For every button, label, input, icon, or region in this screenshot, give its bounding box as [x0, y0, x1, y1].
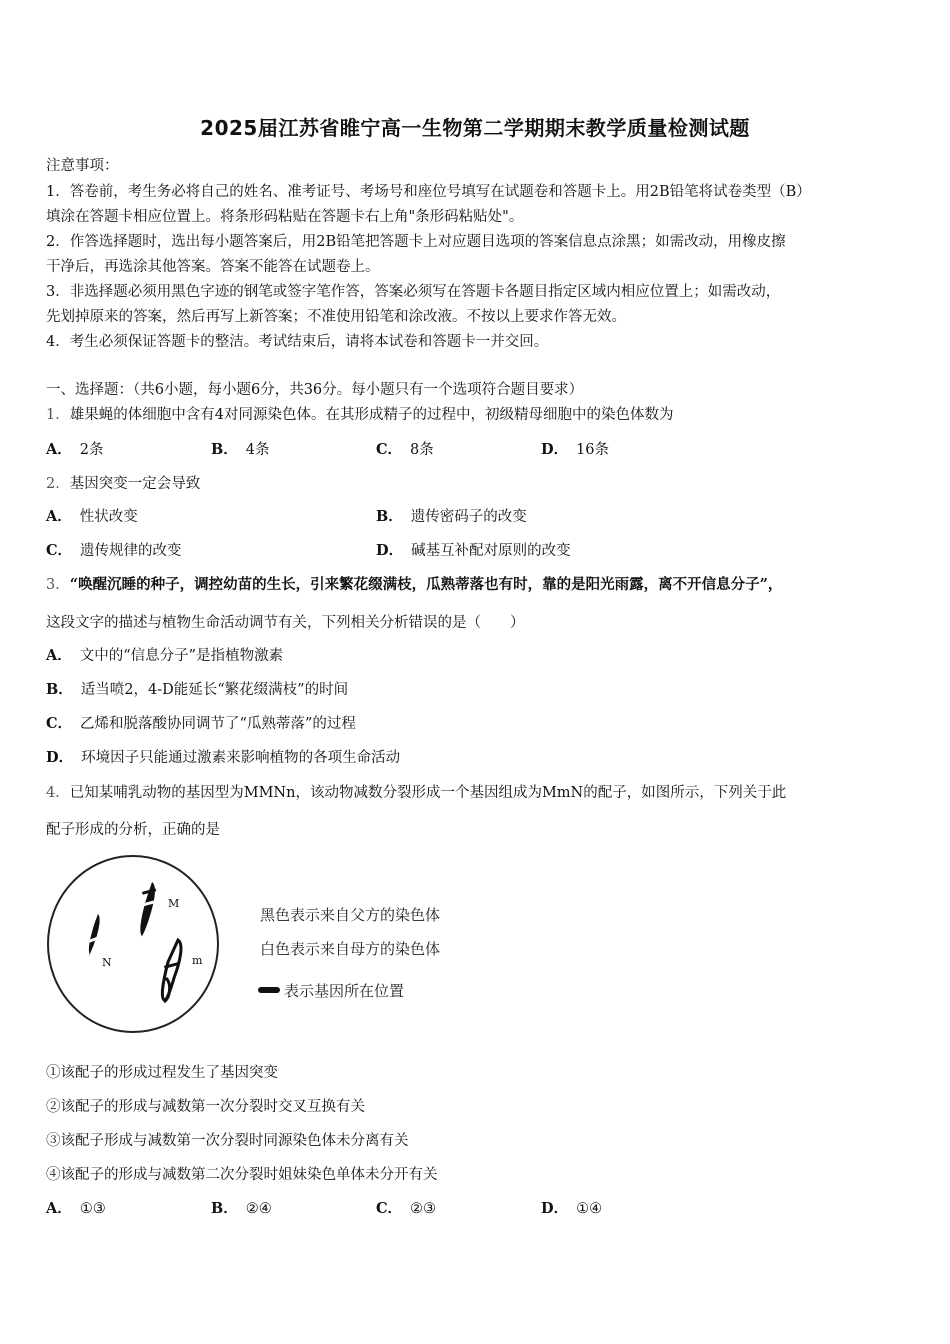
statement-2: ②该配子的形成与减数第一次分裂时交叉互换有关	[46, 1099, 365, 1115]
q2-option-a: A． 性状改变	[46, 508, 138, 525]
statement-1: ①该配子的形成过程发生了基因突变	[46, 1065, 278, 1081]
question-4-stem	[46, 781, 786, 802]
q1-option-d: D． 16条	[541, 441, 610, 458]
question-number: 2．	[46, 476, 70, 492]
gene-position-legend-bar	[258, 987, 280, 993]
q4-option-d: D． ①④	[541, 1200, 603, 1217]
question-text: 基因突变一定会导致	[69, 476, 201, 492]
q4-option-b: B． ②④	[211, 1200, 272, 1217]
notice-heading: 注意事项：	[46, 158, 119, 174]
legend-gene: 表示基因所在位置	[284, 982, 405, 1000]
notice-line: 先划掉原来的答案，然后再写上新答案；不准使用铅笔和涂改液。不按以上要求作答无效。	[46, 309, 626, 325]
cell-membrane	[48, 856, 218, 1032]
section-heading: 一、选择题：（共6小题，每小题6分，共36分。每小题只有一个选项符合题目要求）	[46, 382, 584, 398]
notice-line: 填涂在答题卡相应位置上。将条形码粘贴在答题卡右上角"条形码粘贴处"。	[46, 209, 524, 225]
q2-option-c: C． 遗传规律的改变	[46, 542, 182, 559]
q3-option-a: A． 文中的“信息分子”是指植物激素	[46, 647, 284, 664]
gene-label-m-upper: M	[168, 897, 180, 910]
question-2-stem	[46, 472, 200, 493]
notice-line: 3．非选择题必须用黑色字迹的钢笔或签字笔作答，答案必须写在答题卡各题目指定区域内相应位置上；如需改动，	[46, 284, 781, 300]
legend-black: 黑色表示来自父方的染色体	[260, 906, 441, 924]
q2-option-d: D． 碱基互补配对原则的改变	[376, 542, 571, 559]
notice-line: 干净后，再选涂其他答案。答案不能答在试题卷上。	[46, 259, 380, 275]
question-number: 3．	[46, 577, 70, 593]
cell-figure	[46, 852, 486, 1037]
gene-label-m-lower: m	[192, 954, 203, 967]
q1-option-b: B． 4条	[211, 441, 270, 458]
statement-4: ④该配子的形成与减数第二次分裂时姐妹染色单体未分开有关	[46, 1167, 438, 1183]
question-text: 雄果蝇的体细胞中含有4对同源染色体。在其形成精子的过程中，初级精母细胞中的染色体数为	[69, 407, 674, 423]
statement-3: ③该配子形成与减数第一次分裂时同源染色体未分离有关	[46, 1133, 409, 1149]
gene-label-n: N	[102, 956, 112, 969]
notice-line: 2．作答选择题时，选出每小题答案后，用2B铅笔把答题卡上对应题目选项的答案信息点涂黑；如需改动，用橡皮擦	[46, 234, 786, 250]
q4-option-a: A． ①③	[46, 1200, 106, 1217]
question-3-stem-cont: 这段文字的描述与植物生命活动调节有关，下列相关分析错误的是（ ）	[46, 615, 525, 631]
q3-option-d: D． 环境因子只能通过激素来影响植物的各项生命活动	[46, 749, 401, 766]
chromosome-m-upper	[140, 882, 156, 937]
question-text: “唤醒沉睡的种子，调控幼苗的生长，引来繁花缀满枝，瓜熟蒂落也有时，靠的是阳光雨露，离不开信息分子”，	[69, 576, 783, 593]
question-3-stem	[46, 573, 782, 594]
chromosome-m-lower	[162, 940, 181, 1002]
q2-option-b: B． 遗传密码子的改变	[376, 508, 527, 525]
chromosome-n	[88, 914, 100, 956]
notice-line: 1．答卷前，考生务必将自己的姓名、准考证号、考场号和座位号填写在试题卷和答题卡上。用2B铅笔将试卷类型（B）	[46, 184, 811, 200]
page-title: 2025届江苏省睢宁高一生物第二学期期末教学质量检测试题	[200, 116, 750, 140]
q4-option-c: C． ②③	[376, 1200, 437, 1217]
question-number: 4．	[46, 785, 70, 801]
notice-line: 4．考生必须保证答题卡的整洁。考试结束后，请将本试卷和答题卡一并交回。	[46, 334, 549, 350]
question-text: 已知某哺乳动物的基因型为MMNn，该动物减数分裂形成一个基因组成为MmN的配子，如图所示，下列关于此	[69, 785, 787, 801]
question-number: 1．	[46, 407, 70, 423]
q1-option-c: C． 8条	[376, 441, 434, 458]
legend-white: 白色表示来自母方的染色体	[260, 940, 441, 958]
q3-option-c: C． 乙烯和脱落酸协同调节了“瓜熟蒂落”的过程	[46, 715, 356, 732]
q1-option-a: A． 2条	[46, 441, 104, 458]
q3-option-b: B． 适当喷2，4-D能延长“繁花缀满枝”的时间	[46, 681, 349, 698]
question-4-stem-cont: 配子形成的分析，正确的是	[46, 822, 220, 838]
question-1-stem	[46, 403, 673, 424]
